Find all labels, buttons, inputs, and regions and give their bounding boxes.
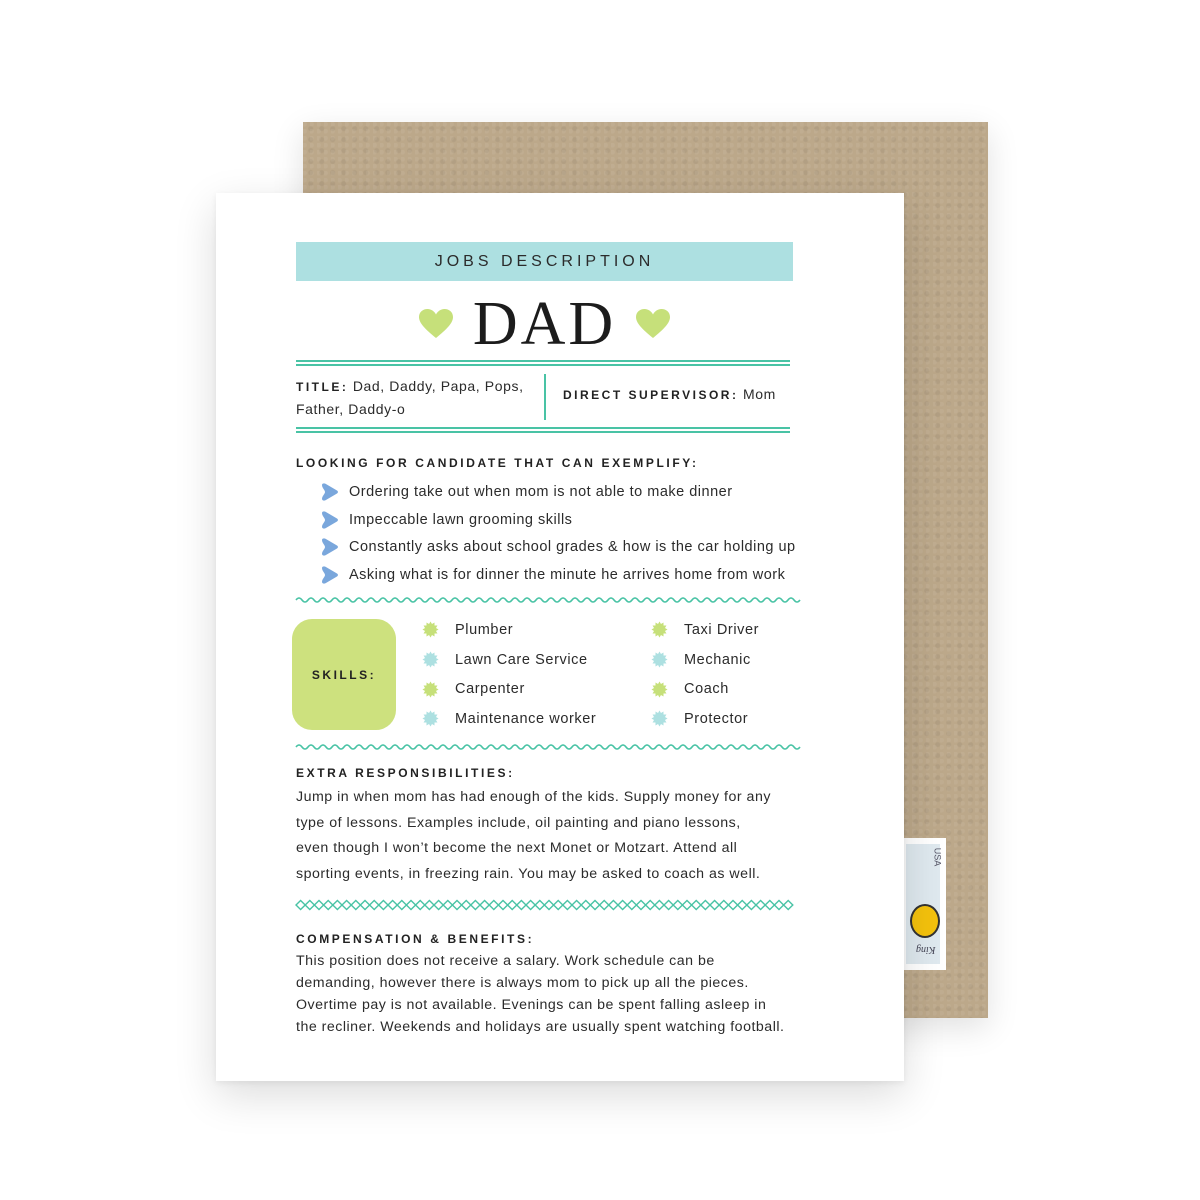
stamp-country: USA — [932, 847, 943, 867]
title-value: Dad, Daddy, Papa, Pops, Father, Daddy-o — [296, 378, 524, 417]
starburst-icon — [422, 710, 439, 727]
skills-label: SKILLS: — [311, 667, 377, 682]
starburst-icon — [651, 681, 668, 698]
list-item: Maintenance worker — [422, 704, 596, 734]
skills-list-right — [651, 615, 759, 734]
skills-badge — [292, 619, 396, 730]
heart-bullet-icon — [321, 511, 339, 529]
list-item: Coach — [651, 674, 759, 704]
list-item: Mechanic — [651, 645, 759, 675]
looking-list — [321, 478, 796, 589]
heart-bullet-icon — [321, 566, 339, 584]
list-item: Carpenter — [422, 674, 596, 704]
list-item: Impeccable lawn grooming skills — [321, 506, 796, 534]
compensation-heading: COMPENSATION & BENEFITS: — [296, 932, 535, 946]
stamp-name: King — [916, 944, 936, 955]
supervisor-label: DIRECT SUPERVISOR: — [563, 388, 739, 402]
starburst-icon — [422, 621, 439, 638]
jobs-description-banner: JOBS DESCRIPTION — [296, 242, 793, 281]
stamp-artwork — [910, 904, 940, 938]
supervisor-field — [563, 386, 776, 402]
title-field — [296, 375, 526, 420]
heading-row — [296, 290, 793, 358]
divider-double-bottom — [296, 427, 790, 433]
wavy-divider-top — [296, 595, 794, 605]
divider-vertical — [544, 374, 546, 420]
starburst-icon — [651, 651, 668, 668]
heart-icon — [636, 309, 670, 339]
looking-heading: LOOKING FOR CANDIDATE THAT CAN EXEMPLIFY: — [296, 456, 699, 470]
postage-stamp — [900, 838, 946, 970]
list-item: Protector — [651, 704, 759, 734]
list-item: Lawn Care Service — [422, 645, 596, 675]
extra-text: Jump in when mom has had enough of the kids. Supply money for any type of lessons. Examples include, oil painting and piano lessons, even though I won’t become the next Monet or Motzart. Attend all sporting events, in freezing rain. You may be asked to coach as well. — [296, 789, 771, 882]
starburst-icon — [422, 651, 439, 668]
title-label: TITLE: — [296, 380, 349, 394]
list-item: Taxi Driver — [651, 615, 759, 645]
diamond-divider — [296, 899, 794, 911]
extra-heading: EXTRA RESPONSIBILITIES: — [296, 766, 515, 780]
supervisor-value: Mom — [742, 386, 776, 402]
list-item: Ordering take out when mom is not able to make dinner — [321, 478, 796, 506]
heart-bullet-icon — [321, 538, 339, 556]
list-item: Constantly asks about school grades & how is the car holding up — [321, 533, 796, 561]
greeting-card — [216, 193, 904, 1081]
skills-list-left — [422, 615, 596, 734]
heart-bullet-icon — [321, 483, 339, 501]
starburst-icon — [422, 681, 439, 698]
heart-icon — [419, 309, 453, 339]
list-item: Asking what is for dinner the minute he arrives home from work — [321, 561, 796, 589]
wavy-divider-bottom — [296, 742, 794, 752]
page-title: DAD — [472, 290, 617, 358]
starburst-icon — [651, 710, 668, 727]
list-item: Plumber — [422, 615, 596, 645]
starburst-icon — [651, 621, 668, 638]
divider-double-top — [296, 360, 790, 366]
compensation-text: This position does not receive a salary. Work schedule can be demanding, however there is always mom to pick up all the pieces. Overtime pay is not available. Evenings can be spent falling asleep in the recliner. Weekends and holidays are usually spent watching football. — [296, 953, 785, 1035]
